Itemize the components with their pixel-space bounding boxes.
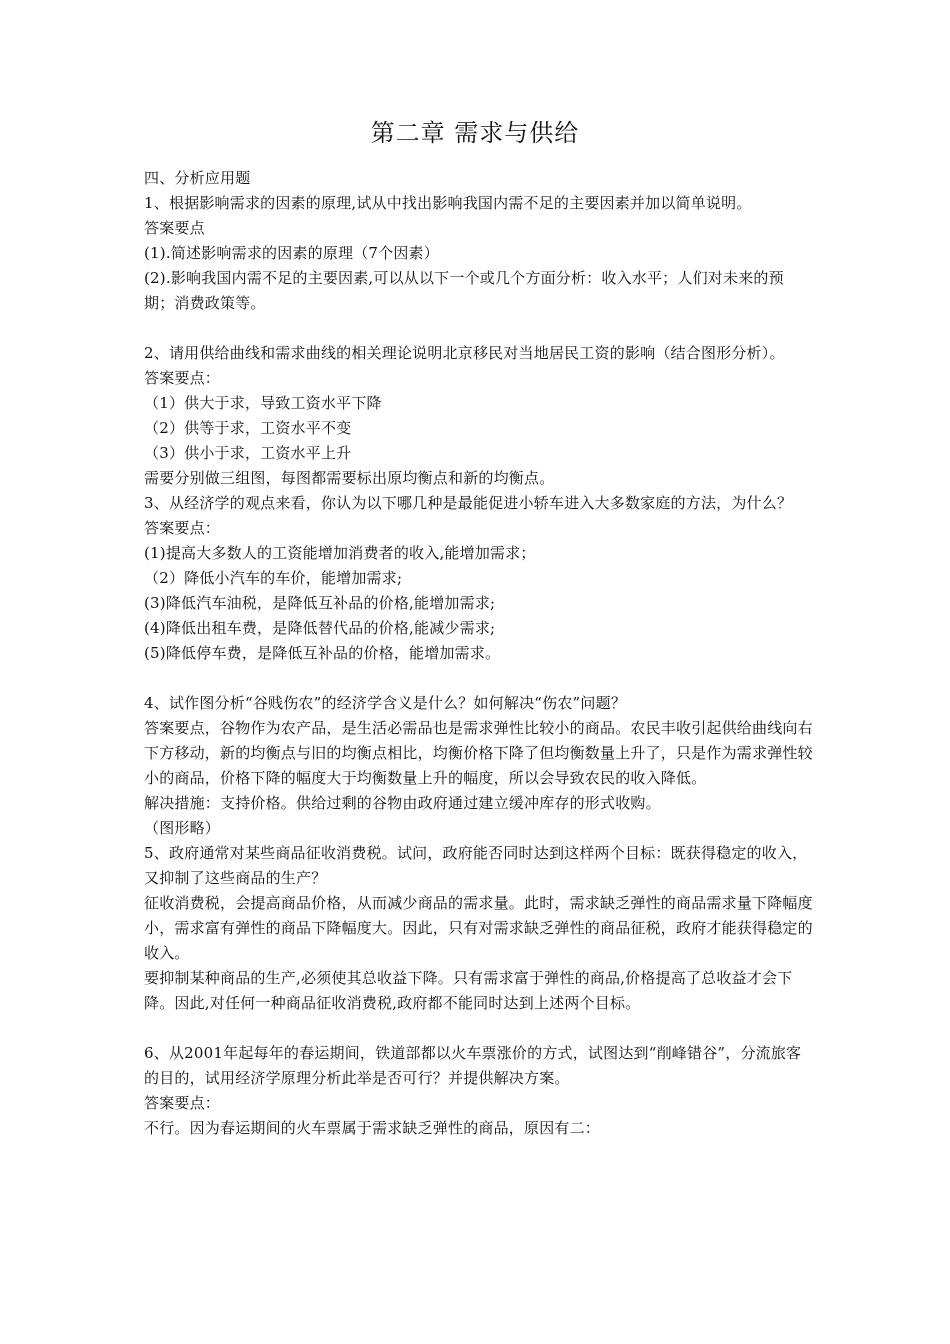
answer-paragraph: 答案要点，谷物作为农产品，是生活必需品也是需求弹性比较小的商品。农民丰收引起供给曲线向右下方移动，新的均衡点与旧的均衡点相比，均衡价格下降了但均衡数量上升了，只是作为需求弹性较小的商品，价格下降的幅度大于均衡数量上升的幅度，所以会导致农民的收入降低。: [144, 719, 813, 787]
chapter-title: 第二章 需求与供给: [370, 119, 580, 147]
answer-point: （3）供小于求，工资水平上升: [144, 444, 352, 462]
question-6: 6、从2001年起每年的春运期间，铁道部都以火车票涨价的方式，试图达到“削峰错谷”，分流旅客的目的，试用经济学原理分析此举是否可行？并提供解决方案。: [144, 1044, 802, 1087]
answer-paragraph: 不行。因为春运期间的火车票属于需求缺乏弹性的商品，原因有二：: [144, 1119, 601, 1137]
paragraph-gap: [144, 316, 814, 341]
answer-label-2: 答案要点：: [144, 369, 221, 387]
document-body: [144, 166, 814, 1141]
answer-point: （2）降低小汽车的车价，能增加需求;: [144, 569, 403, 587]
question-4: 4、试作图分析“谷贱伤农”的经济学含义是什么？如何解决“伤农”问题？: [144, 694, 627, 712]
answer-point: (1).简述影响需求的因素的原理（7个因素）: [144, 244, 439, 262]
answer-label-1: 答案要点: [144, 219, 205, 237]
question-2: 2、请用供给曲线和需求曲线的相关理论说明北京移民对当地居民工资的影响（结合图形分析）。: [144, 344, 785, 362]
answer-point: (4)降低出租车费，是降低替代品的价格,能减少需求;: [144, 619, 496, 637]
solution-paragraph: 解决措施：支持价格。供给过剩的谷物由政府通过建立缓冲库存的形式收购。: [144, 794, 661, 812]
answer-point: (1)提高大多数人的工资能增加消费者的收入,能增加需求；: [144, 544, 536, 562]
answer-label-3: 答案要点：: [144, 519, 221, 537]
question-3: 3、从经济学的观点来看，你认为以下哪几种是最能促进小轿车进入大多数家庭的方法，为什么？: [144, 494, 793, 512]
question-1: 1、根据影响需求的因素的原理,试从中找出影响我国内需不足的主要因素并加以简单说明。: [144, 194, 752, 212]
answer-label-6: 答案要点：: [144, 1094, 221, 1112]
answer-paragraph: 要抑制某种商品的生产,必须使其总收益下降。只有需求富于弹性的商品,价格提高了总收益才会下降。因此,对任何一种商品征收消费税,政府都不能同时达到上述两个目标。: [144, 969, 793, 1012]
answer-point: (3)降低汽车油税，是降低互补品的价格,能增加需求;: [144, 594, 496, 612]
paragraph-gap: [144, 666, 814, 691]
answer-point: (5)降低停车费，是降低互补品的价格，能增加需求。: [144, 644, 501, 662]
question-5: 5、政府通常对某些商品征收消费税。试问，政府能否同时达到这样两个目标：既获得稳定的收入，又抑制了这些商品的生产？: [144, 844, 808, 887]
section-heading: 四、分析应用题: [144, 169, 251, 187]
answer-point: （2）供等于求，工资水平不变: [144, 419, 352, 437]
answer-point: (2).影响我国内需不足的主要因素,可以从以下一个或几个方面分析：收入水平；人们对未来的预期；消费政策等。: [144, 269, 784, 312]
paragraph-gap: [144, 1016, 814, 1041]
answer-point: （1）供大于求，导致工资水平下降: [144, 394, 382, 412]
figure-note: （图形略）: [144, 819, 221, 837]
answer-note: 需要分别做三组图，每图都需要标出原均衡点和新的均衡点。: [144, 469, 555, 487]
answer-paragraph: 征收消费税，会提高商品价格，从而减少商品的需求量。此时，需求缺乏弹性的商品需求量下降幅度小，需求富有弹性的商品下降幅度大。因此，只有对需求缺乏弹性的商品征税，政府才能获得稳定的收入。: [144, 894, 813, 962]
